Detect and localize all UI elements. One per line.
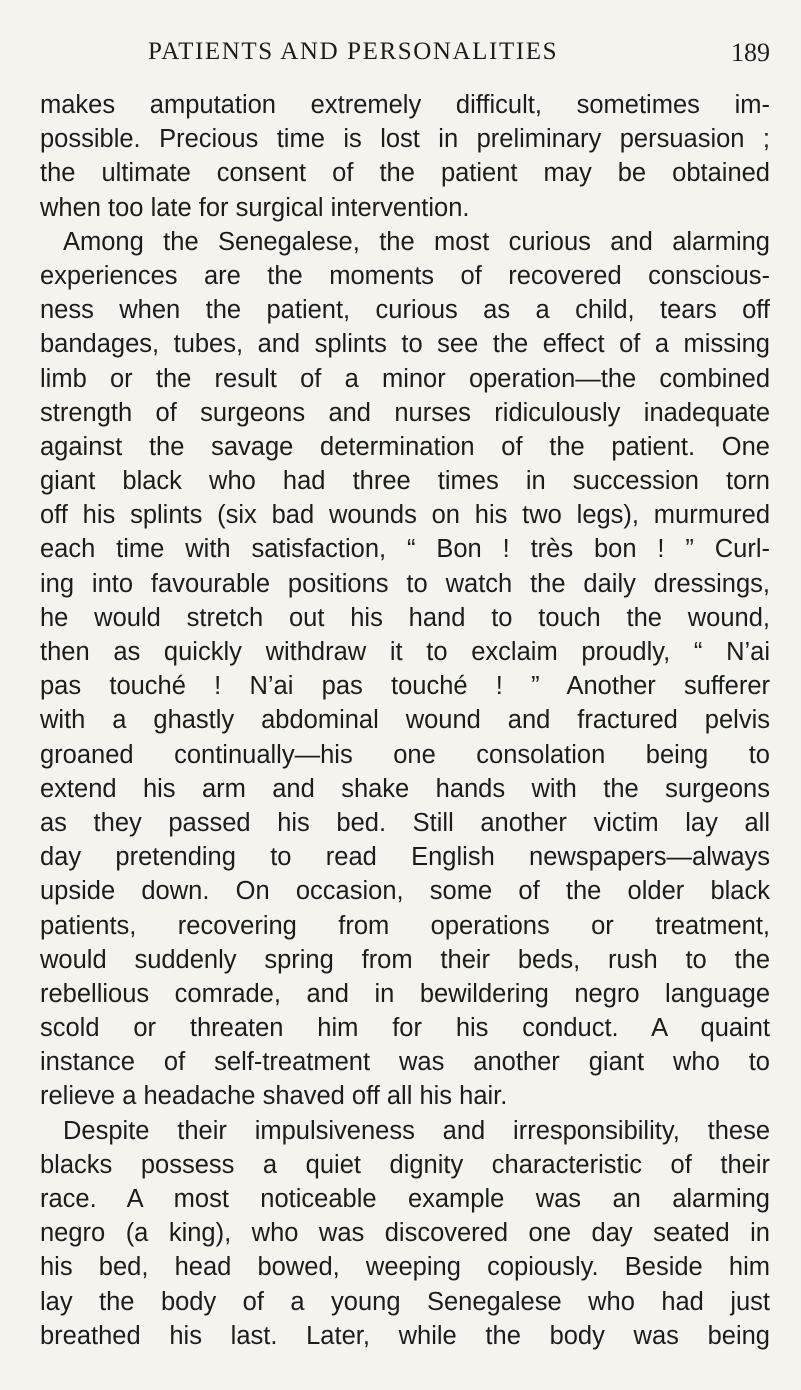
paragraph-start-line: Despite their impulsiveness and irresponsibility, these — [63, 1116, 770, 1145]
running-head-title: PATIENTS AND PERSONALITIES — [148, 38, 559, 65]
text-line: pas touché ! N’ai pas touché ! ” Another sufferer — [40, 672, 770, 701]
text-line: ness when the patient, curious as a child, tears off — [40, 296, 770, 325]
text-line: strength of surgeons and nurses ridiculously inadequate — [40, 398, 770, 427]
text-line: makes amputation extremely difficult, sometimes im- — [40, 91, 770, 119]
text-line: possible. Precious time is lost in preliminary persuasion ; — [40, 125, 770, 154]
text-line: extend his arm and shake hands with the surgeons — [40, 774, 770, 803]
text-line: negro (a king), who was discovered one day seated in — [40, 1219, 770, 1248]
text-line: with a ghastly abdominal wound and fractured pelvis — [40, 706, 770, 735]
text-line: the ultimate consent of the patient may be obtained — [40, 159, 770, 188]
text-line: each time with satisfaction, “ Bon ! très bon ! ” Curl- — [40, 535, 770, 564]
text-line: groaned continually—his one consolation being to — [40, 740, 770, 769]
text-line: patients, recovering from operations or treatment, — [40, 911, 770, 940]
page-number: 189 — [731, 38, 770, 67]
text-line: his bed, head bowed, weeping copiously. Beside him — [40, 1253, 770, 1282]
text-line: bandages, tubes, and splints to see the effect of a missing — [40, 330, 770, 359]
text-line: against the savage determination of the patient. One — [40, 432, 770, 461]
text-line: giant black who had three times in succession torn — [40, 467, 770, 496]
running-head — [40, 38, 770, 78]
text-line: ing into favourable positions to watch the daily dressings, — [40, 569, 770, 598]
text-line: instance of self-treatment was another giant who to — [40, 1048, 770, 1077]
text-line: off his splints (six bad wounds on his two legs), murmured — [40, 501, 770, 530]
text-line: when too late for surgical intervention. — [40, 193, 470, 222]
text-line: rebellious comrade, and in bewildering negro language — [40, 979, 770, 1008]
text-line: then as quickly withdraw it to exclaim proudly, “ N’ai — [40, 638, 770, 666]
text-line: experiences are the moments of recovered conscious- — [40, 261, 770, 290]
text-line: upside down. On occasion, some of the older black — [40, 877, 770, 906]
text-line: race. A most noticeable example was an alarming — [40, 1185, 770, 1213]
text-line: he would stretch out his hand to touch the wound, — [40, 603, 770, 632]
body-text — [40, 88, 770, 1353]
paragraph-start-line: Among the Senegalese, the most curious and alarming — [63, 227, 770, 256]
text-line: breathed his last. Later, while the body was being — [40, 1321, 770, 1350]
text-line: blacks possess a quiet dignity characteristic of their — [40, 1150, 770, 1179]
text-line: relieve a headache shaved off all his hair. — [40, 1082, 508, 1111]
text-line: limb or the result of a minor operation—the combined — [40, 364, 770, 393]
text-line: scold or threaten him for his conduct. A quaint — [40, 1014, 770, 1043]
text-line: would suddenly spring from their beds, rush to the — [40, 945, 770, 974]
text-line: lay the body of a young Senegalese who had just — [40, 1287, 770, 1316]
text-line: as they passed his bed. Still another victim lay all — [40, 808, 770, 837]
text-line: day pretending to read English newspapers—always — [40, 843, 770, 872]
